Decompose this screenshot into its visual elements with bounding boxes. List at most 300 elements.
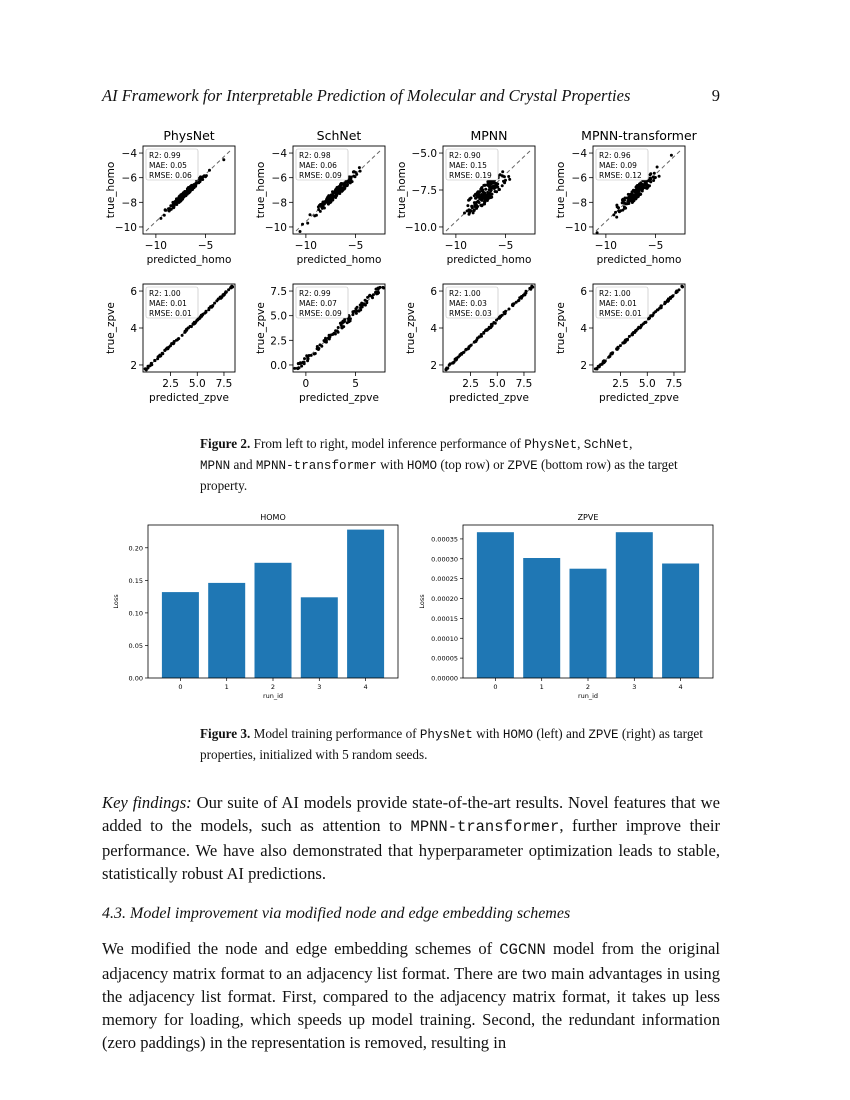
data-point (628, 335, 631, 338)
metric-label: MAE: 0.01 (599, 299, 637, 308)
data-point (205, 310, 208, 313)
data-point (480, 333, 483, 336)
data-point (656, 166, 659, 169)
chart-title: ZPVE (577, 513, 599, 522)
data-point (300, 365, 303, 368)
data-point (503, 181, 506, 184)
bar (347, 530, 384, 678)
metric-label: R2: 0.98 (299, 151, 331, 160)
x-tick-label: 2.5 (462, 378, 479, 390)
bar (616, 532, 653, 678)
metric-label: MAE: 0.01 (149, 299, 187, 308)
data-point (507, 175, 510, 178)
data-point (354, 171, 357, 174)
data-point (296, 367, 299, 370)
data-point (319, 210, 322, 213)
data-point (449, 363, 452, 366)
data-point (490, 323, 493, 326)
data-point (328, 336, 331, 339)
x-tick-label: −10 (294, 240, 317, 252)
y-tick-label: −8 (571, 197, 587, 210)
data-point (466, 210, 469, 213)
y-tick-label: 2.5 (270, 335, 287, 348)
y-tick-label: −4 (571, 148, 587, 161)
y-tick-label: 6 (580, 286, 587, 299)
y-tick-label: −10 (114, 221, 137, 234)
data-point (477, 194, 480, 197)
data-point (185, 192, 188, 195)
data-point (643, 321, 646, 324)
x-tick-label: 0 (302, 378, 310, 390)
data-point (159, 217, 162, 220)
data-point (621, 201, 624, 204)
data-point (473, 194, 476, 197)
data-point (624, 207, 627, 210)
data-point (478, 336, 481, 339)
y-tick-label: 6 (430, 286, 437, 299)
metric-label: RMSE: 0.09 (299, 171, 342, 180)
data-point (222, 158, 225, 161)
data-point (349, 319, 352, 322)
data-point (195, 182, 198, 185)
y-tick-label: 0.0 (270, 359, 287, 372)
y-tick-label: 4 (580, 323, 587, 335)
y-tick-label: −7.5 (411, 185, 437, 197)
x-axis-label: predicted_zpve (149, 392, 229, 404)
data-point (499, 315, 502, 318)
y-tick-label: −4 (271, 148, 287, 161)
bar (570, 569, 607, 678)
y-tick-label: −6 (571, 172, 587, 185)
plot-title: PhysNet (163, 128, 215, 143)
data-point (615, 216, 618, 219)
y-axis-label: true_zpve (255, 302, 267, 354)
x-axis-label: predicted_homo (446, 254, 532, 266)
data-point (166, 346, 169, 349)
data-point (467, 346, 470, 349)
data-point (478, 201, 481, 204)
y-tick-label: −10 (264, 221, 287, 234)
data-point (614, 211, 617, 214)
body-paragraph: We modified the node and edge embedding schemes of CGCNN model from the original adjacency matrix format to an adjacency list format. There are two main advantages in using the adjacency list format. First, compared to the adjacency matrix format, it takes up less memory for loading, which speeds up model training. Second, the redundant information (zero paddings) in the representation is removed, resulting in (102, 939, 720, 1052)
data-point (631, 201, 634, 204)
figure-2-label: Figure 2. (200, 436, 251, 451)
data-point (529, 287, 532, 290)
data-point (640, 183, 643, 186)
x-axis-label: run_id (262, 692, 284, 700)
data-point (341, 326, 344, 329)
y-tick-label: −10 (564, 221, 587, 234)
x-tick-label: 4 (363, 683, 368, 691)
data-point (466, 204, 469, 207)
data-point (631, 190, 634, 193)
y-axis-label: true_zpve (105, 302, 117, 354)
data-point (473, 201, 476, 204)
data-point (473, 341, 476, 344)
x-axis-label: run_id (577, 692, 599, 700)
data-point (299, 362, 302, 365)
data-point (487, 182, 490, 185)
data-point (318, 204, 321, 207)
data-point (612, 213, 615, 216)
data-point (353, 310, 356, 313)
key-findings-paragraph: Key findings: Our suite of AI models provide state-of-the-art results. Novel features that we added to the models, such as attention to MPNN-transformer, further improve their performance. We have also demonstrated that hyperparameter optimization leads to stable, statistically robust AI predictions. (102, 793, 721, 883)
y-tick-label: −5.0 (411, 148, 437, 161)
data-point (350, 176, 353, 179)
metric-label: MAE: 0.05 (149, 161, 187, 170)
bar-chart-zpve (418, 513, 713, 700)
y-tick-label: −10.0 (404, 221, 437, 234)
data-point (634, 193, 637, 196)
data-point (188, 187, 191, 190)
data-point (508, 308, 511, 311)
data-point (219, 296, 222, 299)
data-point (180, 194, 183, 197)
figure-3-caption: Figure 3. Model training performance of PhysNet with HOMO (left) and ZPVE (right) as target properties, initialized with 5 random seeds. (200, 726, 703, 762)
data-point (508, 178, 511, 181)
data-point (470, 209, 473, 212)
data-point (494, 322, 497, 325)
y-tick-label: 0.00005 (431, 654, 458, 663)
data-point (468, 198, 471, 201)
data-point (619, 344, 622, 347)
y-tick-label: 0.00000 (431, 674, 458, 683)
y-tick-label: 0.00 (128, 674, 143, 683)
data-point (322, 201, 325, 204)
data-point (313, 214, 316, 217)
data-point (494, 182, 497, 185)
y-tick-label: 6 (130, 286, 137, 299)
data-point (303, 357, 306, 360)
bar-chart-homo (112, 513, 398, 700)
data-point (178, 201, 181, 204)
data-point (144, 368, 147, 371)
x-tick-label: −10 (144, 240, 167, 252)
data-point (631, 332, 634, 335)
data-point (648, 180, 651, 183)
data-point (161, 352, 164, 355)
data-point (325, 341, 328, 344)
data-point (455, 358, 458, 361)
parity-plot-3 (396, 128, 535, 266)
data-point (615, 347, 618, 350)
data-point (625, 338, 628, 341)
data-point (530, 285, 533, 288)
data-point (163, 349, 166, 352)
data-point (670, 154, 673, 157)
data-point (475, 338, 478, 341)
data-point (617, 210, 620, 213)
x-axis-label: predicted_zpve (299, 392, 379, 404)
key-findings-label: Key findings: (102, 793, 192, 812)
data-point (303, 361, 306, 364)
data-point (225, 291, 228, 294)
data-point (635, 185, 638, 188)
metric-label: R2: 0.90 (449, 151, 481, 160)
data-point (317, 347, 320, 350)
data-point (627, 193, 630, 196)
data-point (222, 293, 225, 296)
data-point (489, 326, 492, 329)
figure-2-caption: Figure 2. From left to right, model inference performance of PhysNet, SchNet, MPNN and MPNN-transformer with HOMO (top row) or ZPVE (bottom row) as the target property. (200, 436, 678, 493)
y-tick-label: 0.00020 (431, 595, 458, 604)
data-point (474, 204, 477, 207)
y-axis-label: Loss (112, 594, 120, 609)
y-tick-label: 0.00025 (431, 575, 458, 584)
parity-plot-7 (405, 284, 535, 404)
data-point (352, 175, 355, 178)
metric-label: R2: 0.99 (149, 151, 181, 160)
data-point (164, 208, 167, 211)
metric-label: RMSE: 0.03 (449, 309, 492, 318)
data-point (681, 285, 684, 288)
y-tick-label: −4 (121, 148, 137, 161)
data-point (183, 331, 186, 334)
data-point (150, 362, 153, 365)
metric-label: R2: 1.00 (599, 289, 631, 298)
data-point (649, 172, 652, 175)
y-axis-label: true_homo (396, 161, 408, 219)
metric-label: RMSE: 0.01 (599, 309, 642, 318)
data-point (359, 170, 362, 173)
data-point (337, 187, 340, 190)
data-point (341, 189, 344, 192)
data-point (364, 299, 367, 302)
data-point (501, 170, 504, 173)
x-tick-label: 7.5 (515, 378, 533, 390)
data-point (479, 197, 482, 200)
data-point (147, 365, 150, 368)
x-tick-label: 5.0 (638, 378, 656, 390)
page-number: 9 (711, 86, 720, 105)
x-tick-label: 0 (493, 683, 498, 691)
x-tick-label: 5 (352, 378, 359, 390)
x-tick-label: 7.5 (665, 378, 683, 390)
data-point (327, 195, 330, 198)
data-point (489, 196, 492, 199)
data-point (648, 184, 651, 187)
data-point (658, 175, 661, 178)
data-point (334, 333, 337, 336)
x-axis-label: predicted_homo (596, 254, 682, 266)
metric-label: RMSE: 0.01 (149, 309, 192, 318)
data-point (171, 205, 174, 208)
y-axis-label: Loss (418, 594, 426, 609)
x-tick-label: 3 (317, 683, 322, 691)
x-tick-label: −10 (444, 240, 467, 252)
parity-plot-8 (555, 284, 685, 404)
data-point (627, 197, 630, 200)
data-point (193, 186, 196, 189)
y-tick-label: 2 (430, 359, 437, 372)
y-tick-label: 0.00010 (431, 634, 458, 643)
y-tick-label: −8 (121, 197, 137, 210)
x-tick-label: 4 (678, 683, 683, 691)
data-point (626, 202, 629, 205)
metric-label: MAE: 0.06 (299, 161, 337, 170)
data-point (652, 179, 655, 182)
data-point (594, 367, 597, 370)
data-point (676, 290, 679, 293)
data-point (293, 367, 296, 370)
data-point (360, 302, 363, 305)
data-point (375, 292, 378, 295)
metric-label: R2: 1.00 (449, 289, 481, 298)
data-point (644, 181, 647, 184)
y-tick-label: 2 (130, 359, 137, 372)
chart-title: HOMO (260, 513, 286, 522)
data-point (331, 194, 334, 197)
data-point (320, 345, 323, 348)
data-point (231, 285, 234, 288)
data-point (301, 223, 304, 226)
x-tick-label: −5 (497, 240, 514, 252)
data-point (157, 355, 160, 358)
data-point (208, 169, 211, 172)
data-point (486, 191, 489, 194)
x-tick-label: 3 (632, 683, 637, 691)
x-tick-label: 5.0 (488, 378, 506, 390)
data-point (452, 361, 455, 364)
metric-label: R2: 1.00 (149, 289, 181, 298)
data-point (503, 175, 506, 178)
bar (162, 592, 199, 678)
plot-title: SchNet (316, 128, 362, 143)
data-point (503, 311, 506, 314)
data-point (299, 230, 302, 233)
data-point (377, 287, 380, 290)
data-point (641, 188, 644, 191)
data-point (207, 308, 210, 311)
data-point (310, 354, 313, 357)
data-point (501, 184, 504, 187)
y-tick-label: 0.00015 (431, 614, 458, 623)
data-point (349, 181, 352, 184)
section-heading: 4.3. Model improvement via modified node and edge embedding schemes (102, 905, 571, 922)
y-tick-label: 0.20 (128, 544, 143, 553)
data-point (669, 297, 672, 300)
data-point (181, 334, 184, 337)
bar (523, 558, 560, 678)
x-tick-label: −5 (197, 240, 214, 252)
data-point (652, 176, 655, 179)
figure-3-bar-charts (100, 505, 740, 705)
parity-plot-5 (105, 284, 235, 404)
data-point (185, 328, 188, 331)
data-point (344, 183, 347, 186)
data-point (167, 209, 170, 212)
data-point (193, 321, 196, 324)
y-axis-label: true_zpve (555, 302, 567, 354)
data-point (660, 304, 663, 307)
data-point (328, 199, 331, 202)
data-point (653, 172, 656, 175)
metric-label: MAE: 0.15 (449, 161, 487, 170)
data-point (639, 326, 642, 329)
data-point (198, 316, 201, 319)
data-point (652, 312, 655, 315)
data-point (337, 190, 340, 193)
plot-title: MPNN-transformer (581, 128, 697, 143)
data-point (189, 325, 192, 328)
metric-label: MAE: 0.09 (599, 161, 637, 170)
data-point (337, 331, 340, 334)
metric-label: MAE: 0.07 (299, 299, 337, 308)
y-tick-label: 7.5 (270, 286, 287, 299)
bar (662, 564, 699, 679)
data-point (213, 302, 216, 305)
x-tick-label: −10 (594, 240, 617, 252)
x-tick-label: 2 (585, 683, 591, 691)
x-tick-label: −5 (347, 240, 364, 252)
data-point (382, 286, 385, 289)
data-point (483, 200, 486, 203)
data-point (459, 353, 462, 356)
data-point (611, 352, 614, 355)
data-point (359, 308, 362, 311)
data-point (490, 186, 493, 189)
y-tick-label: 0.00030 (431, 555, 458, 564)
y-axis-label: true_homo (255, 161, 267, 219)
data-point (633, 190, 636, 193)
data-point (445, 368, 448, 371)
data-point (372, 293, 375, 296)
x-axis-label: predicted_homo (146, 254, 232, 266)
data-point (484, 194, 487, 197)
plot-title: MPNN (470, 128, 508, 143)
running-header (102, 86, 720, 112)
data-point (371, 296, 374, 299)
x-tick-label: −5 (647, 240, 664, 252)
y-tick-label: 0.05 (128, 641, 143, 650)
data-point (498, 188, 501, 191)
bar (477, 532, 514, 678)
bar (255, 563, 292, 678)
metric-label: MAE: 0.03 (449, 299, 487, 308)
y-tick-label: 2 (580, 359, 587, 372)
data-point (617, 206, 620, 209)
data-point (597, 365, 600, 368)
parity-plot-2 (255, 128, 385, 266)
data-point (342, 320, 345, 323)
y-tick-label: 4 (130, 323, 137, 335)
parity-plot-1 (105, 128, 235, 266)
y-tick-label: 5.0 (270, 310, 287, 323)
metric-label: RMSE: 0.09 (299, 309, 342, 318)
data-point (346, 321, 349, 324)
x-tick-label: 7.5 (215, 378, 233, 390)
metric-label: R2: 0.99 (299, 289, 331, 298)
data-point (602, 360, 605, 363)
data-point (657, 308, 660, 311)
data-point (306, 222, 309, 225)
x-tick-label: 2 (270, 683, 276, 691)
x-tick-label: 0 (178, 683, 183, 691)
data-point (327, 203, 330, 206)
data-point (470, 205, 473, 208)
metric-label: RMSE: 0.06 (149, 171, 192, 180)
data-point (484, 188, 487, 191)
data-point (513, 302, 516, 305)
data-point (358, 166, 361, 169)
data-point (494, 190, 497, 193)
x-tick-label: 1 (224, 683, 229, 691)
x-tick-label: 2.5 (612, 378, 629, 390)
data-point (462, 351, 465, 354)
x-tick-label: 5.0 (188, 378, 206, 390)
data-point (463, 212, 466, 215)
y-axis-label: true_zpve (405, 302, 417, 354)
